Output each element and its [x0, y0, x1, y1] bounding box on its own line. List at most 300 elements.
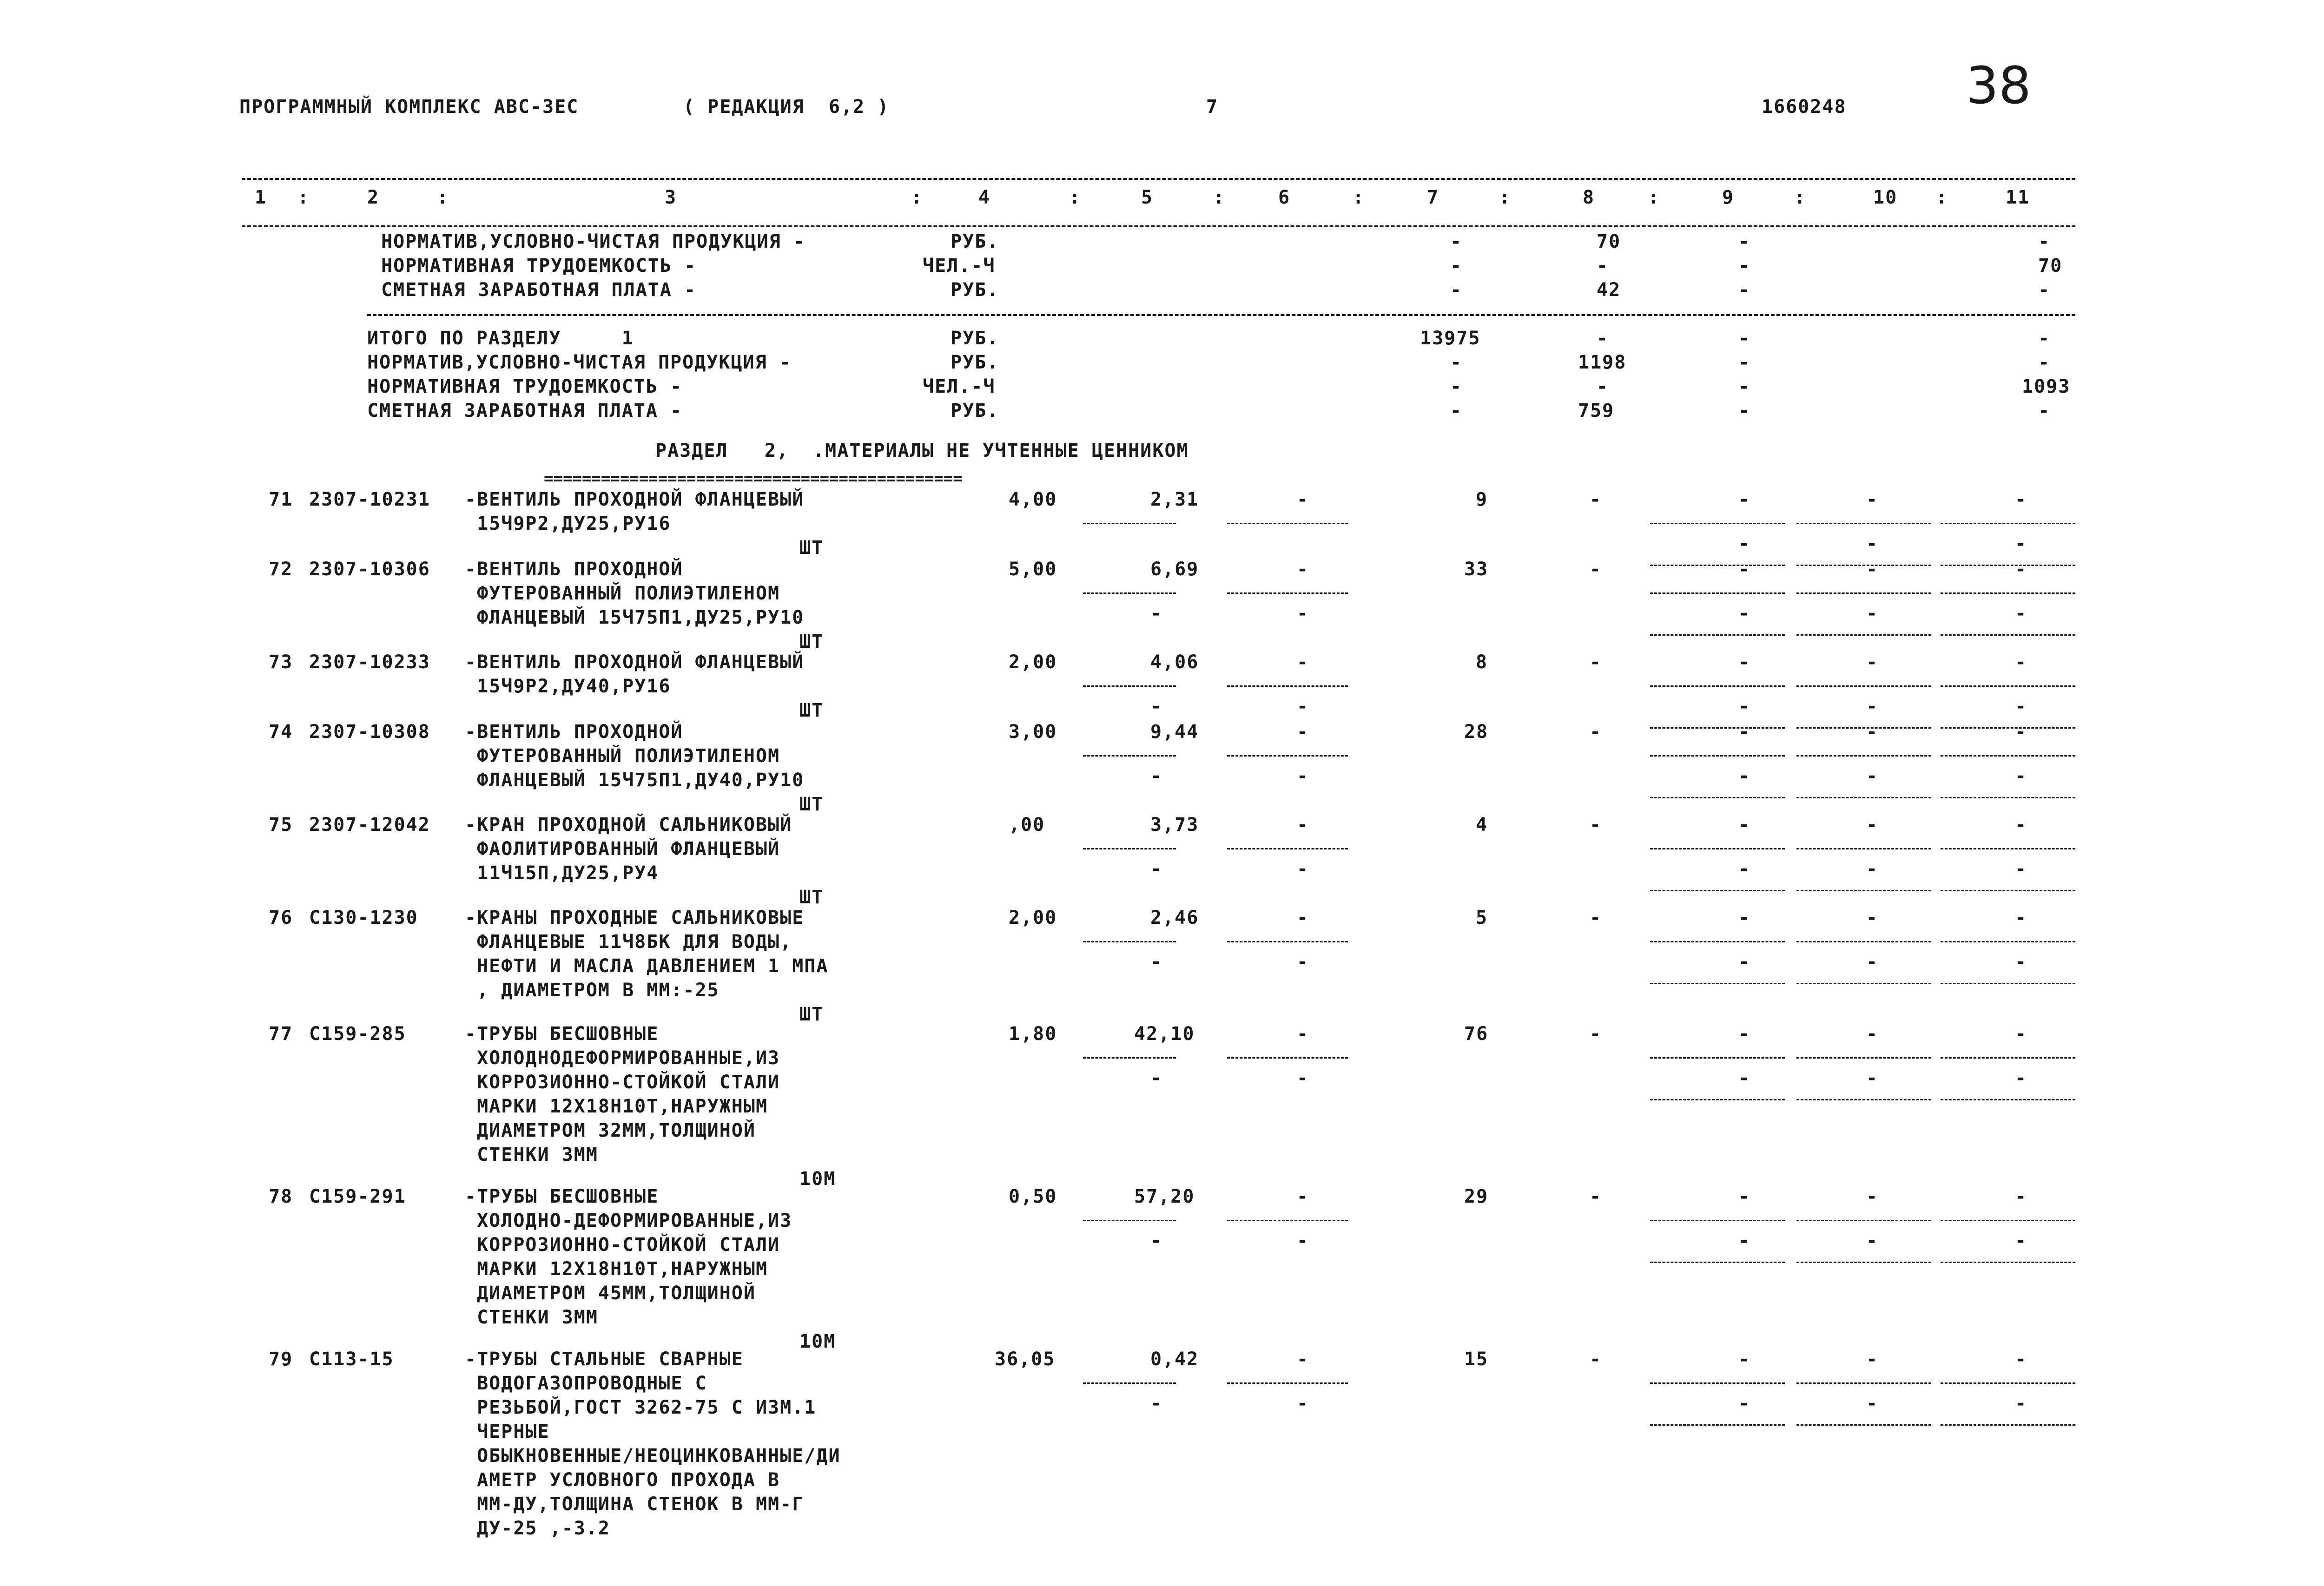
item-col11: -	[2015, 489, 2027, 510]
price-subtotal-rule	[1083, 1382, 1176, 1384]
col10-subtotal-rule	[1796, 1057, 1931, 1059]
item-col8: -	[1590, 652, 1602, 673]
summary-col8: 759	[1578, 400, 1615, 421]
price-subtotal-rule	[1083, 848, 1176, 849]
item-description-line: ФУТЕРОВАННЫЙ ПОЛИЭТИЛЕНОМ	[465, 745, 780, 767]
item-description-line: 15Ч9Р2,ДУ25,РУ16	[465, 513, 671, 534]
item-col11: -	[2015, 1186, 2027, 1207]
col10-subtotal-rule	[1796, 685, 1931, 687]
edition-label: ( РЕДАКЦИЯ 6,2 )	[683, 96, 890, 118]
item-description-line: ФЛАНЦЕВЫЕ 11Ч8БК ДЛЯ ВОДЫ,	[465, 931, 792, 953]
item-col10: -	[1866, 1186, 1879, 1207]
item-number: 73	[269, 652, 293, 673]
item-unit: ШТ	[799, 631, 824, 652]
section-underline: ============================================	[544, 469, 963, 488]
summary-col11: -	[2038, 328, 2051, 349]
item-subtotal-col9: -	[1738, 696, 1751, 717]
item-col11: -	[2015, 814, 2027, 836]
column-header-2: 2	[367, 187, 380, 208]
item-description-line: ДИАМЕТРОМ 45ММ,ТОЛЩИНОЙ	[465, 1283, 756, 1304]
item-subtotal-col11: -	[2015, 951, 2027, 973]
summary-divider-rule	[367, 314, 2075, 316]
col10-total-rule	[1796, 797, 1931, 798]
item-col7: 15	[1464, 1349, 1489, 1370]
col10-total-rule	[1796, 983, 1931, 984]
item-col9: -	[1738, 1186, 1751, 1207]
item-subtotal-col10: -	[1866, 1067, 1879, 1089]
item-subtotal-col9: -	[1738, 533, 1751, 554]
col9-total-rule	[1650, 1099, 1785, 1100]
header-bottom-rule	[242, 225, 2075, 227]
col10-total-rule	[1796, 1424, 1931, 1426]
item-unit: 10М	[799, 1331, 836, 1352]
item-code: С130-1230	[309, 907, 418, 928]
summary-col8: 1198	[1578, 352, 1627, 373]
col9-total-rule	[1650, 1262, 1785, 1263]
column-separator: :	[1936, 187, 1948, 208]
item-description-line: МАРКИ 12Х18Н10Т,НАРУЖНЫМ	[465, 1258, 768, 1280]
summary-label: НОРМАТИВ,УСЛОВНО-ЧИСТАЯ ПРОДУКЦИЯ -	[367, 352, 792, 373]
item-code: С159-285	[309, 1023, 406, 1045]
summary-col11: -	[2038, 352, 2051, 373]
item-subtotal-col10: -	[1866, 603, 1879, 624]
item-col10: -	[1866, 1023, 1879, 1045]
price-subtotal-rule	[1083, 1057, 1176, 1059]
summary-label: НОРМАТИВ,УСЛОВНО-ЧИСТАЯ ПРОДУКЦИЯ -	[381, 231, 805, 252]
column-separator: :	[297, 187, 310, 208]
summary-col7: 13975	[1420, 328, 1481, 349]
item-description-line: ФЛАНЦЕВЫЙ 15Ч75П1,ДУ25,РУ10	[465, 607, 805, 628]
col10-subtotal-rule	[1796, 1382, 1931, 1384]
item-code: 2307-10308	[309, 721, 430, 743]
column-separator: :	[1353, 187, 1365, 208]
item-col8: -	[1590, 559, 1602, 580]
item-code: 2307-10233	[309, 652, 430, 673]
item-col8: -	[1590, 1023, 1602, 1045]
document-code: 1660248	[1762, 96, 1847, 118]
item-col11: -	[2015, 559, 2027, 580]
col10-subtotal-rule	[1796, 1220, 1931, 1221]
item-number: 75	[269, 814, 293, 836]
item-subtotal-col9: -	[1738, 765, 1751, 787]
summary-col9: -	[1738, 279, 1751, 301]
summary-col9: -	[1738, 352, 1751, 373]
item-number: 74	[269, 721, 293, 743]
col10-total-rule	[1796, 727, 1931, 729]
price-subtotal-rule	[1083, 941, 1176, 942]
item-subtotal-col11: -	[2015, 1393, 2027, 1414]
item-code: С113-15	[309, 1349, 394, 1370]
col9-subtotal-rule	[1650, 1220, 1785, 1221]
item-subtotal-col11: -	[2015, 858, 2027, 880]
summary-unit: РУБ.	[951, 352, 999, 373]
item-col8: -	[1590, 814, 1602, 836]
item-subtotal-col11: -	[2015, 765, 2027, 787]
item-description-line: ФУТЕРОВАННЫЙ ПОЛИЭТИЛЕНОМ	[465, 583, 780, 604]
item-description-line: СТЕНКИ 3ММ	[465, 1307, 598, 1328]
item-price: 2,46	[1150, 907, 1199, 928]
summary-col11: -	[2038, 400, 2051, 421]
summary-col7: -	[1450, 400, 1463, 421]
column-header-5: 5	[1141, 187, 1154, 208]
item-subtotal-col10: -	[1866, 1230, 1879, 1251]
column-header-9: 9	[1722, 187, 1735, 208]
item-subtotal-col10: -	[1866, 951, 1879, 973]
item-col7: 5	[1476, 907, 1488, 928]
item-col9: -	[1738, 559, 1751, 580]
item-description-line: РЕЗЬБОЙ,ГОСТ 3262-75 С ИЗМ.1	[465, 1397, 817, 1418]
col10-subtotal-rule	[1796, 755, 1931, 757]
item-subtotal-col5: -	[1150, 1230, 1163, 1251]
col9-subtotal-rule	[1650, 523, 1785, 524]
item-subtotal-col5: -	[1150, 1067, 1163, 1089]
col6-subtotal-rule	[1227, 1220, 1348, 1221]
summary-unit: ЧЕЛ.-Ч	[923, 376, 996, 397]
item-unit: 10М	[799, 1168, 836, 1190]
summary-col11: -	[2038, 231, 2051, 252]
item-code: С159-291	[309, 1186, 406, 1207]
item-col10: -	[1866, 1349, 1879, 1370]
summary-col7: -	[1450, 255, 1463, 276]
summary-col8: -	[1597, 376, 1609, 397]
column-header-1: 1	[255, 187, 267, 208]
summary-col9: -	[1738, 231, 1751, 252]
item-col9: -	[1738, 1349, 1751, 1370]
summary-col11: -	[2038, 279, 2051, 301]
item-col11: -	[2015, 1349, 2027, 1370]
item-number: 78	[269, 1186, 293, 1207]
item-price: 57,20	[1134, 1186, 1195, 1207]
col9-subtotal-rule	[1650, 685, 1785, 687]
col10-subtotal-rule	[1796, 941, 1931, 942]
price-subtotal-rule	[1083, 755, 1176, 757]
col11-total-rule	[1941, 1099, 2075, 1100]
summary-col11: 70	[2038, 255, 2063, 276]
col6-subtotal-rule	[1227, 755, 1348, 757]
col6-subtotal-rule	[1227, 1382, 1348, 1384]
item-subtotal-col6: -	[1297, 858, 1309, 880]
item-description-line: -ВЕНТИЛЬ ПРОХОДНОЙ	[465, 559, 683, 580]
item-subtotal-col6: -	[1297, 696, 1309, 717]
item-col6: -	[1297, 1349, 1309, 1370]
item-price: 9,44	[1150, 721, 1199, 743]
col11-total-rule	[1941, 634, 2075, 636]
summary-col7: -	[1450, 231, 1463, 252]
item-subtotal-col9: -	[1738, 1230, 1751, 1251]
summary-unit: РУБ.	[951, 231, 999, 252]
price-subtotal-rule	[1083, 592, 1176, 594]
item-number: 77	[269, 1023, 293, 1045]
item-col7: 8	[1476, 652, 1488, 673]
item-subtotal-col5: -	[1150, 951, 1163, 973]
item-description-line: , ДИАМЕТРОМ В ММ:-25	[465, 980, 720, 1001]
item-quantity: 1,80	[1009, 1023, 1057, 1045]
item-price: 42,10	[1134, 1023, 1195, 1045]
col6-subtotal-rule	[1227, 1057, 1348, 1059]
item-col7: 76	[1464, 1023, 1489, 1045]
item-number: 71	[269, 489, 293, 510]
item-col11: -	[2015, 721, 2027, 743]
summary-col9: -	[1738, 376, 1751, 397]
item-col7: 9	[1476, 489, 1488, 510]
summary-unit: РУБ.	[951, 328, 999, 349]
item-subtotal-col5: -	[1150, 765, 1163, 787]
col9-total-rule	[1650, 634, 1785, 636]
item-description-line: -ТРУБЫ БЕСШОВНЫЕ	[465, 1023, 659, 1045]
summary-col9: -	[1738, 255, 1751, 276]
item-description-line: -ТРУБЫ СТАЛЬНЫЕ СВАРНЫЕ	[465, 1349, 744, 1370]
summary-col11: 1093	[2022, 376, 2071, 397]
item-subtotal-col11: -	[2015, 696, 2027, 717]
column-separator: :	[1794, 187, 1807, 208]
item-unit: ШТ	[799, 887, 824, 908]
item-description-line: 15Ч9Р2,ДУ40,РУ16	[465, 676, 671, 697]
item-col10: -	[1866, 814, 1879, 836]
item-price: 3,73	[1150, 814, 1199, 836]
col11-total-rule	[1941, 797, 2075, 798]
item-subtotal-col10: -	[1866, 1393, 1879, 1414]
col11-total-rule	[1941, 727, 2075, 729]
item-col6: -	[1297, 721, 1309, 743]
summary-col7: -	[1450, 376, 1463, 397]
col9-total-rule	[1650, 797, 1785, 798]
item-price: 2,31	[1150, 489, 1199, 510]
item-subtotal-col9: -	[1738, 1067, 1751, 1089]
column-header-4: 4	[978, 187, 991, 208]
item-description-line: ВОДОГАЗОПРОВОДНЫЕ С	[465, 1373, 707, 1394]
item-col10: -	[1866, 907, 1879, 928]
summary-col8: -	[1597, 255, 1609, 276]
item-col6: -	[1297, 652, 1309, 673]
item-subtotal-col11: -	[2015, 1230, 2027, 1251]
column-separator: :	[437, 187, 449, 208]
item-col8: -	[1590, 1349, 1602, 1370]
summary-col9: -	[1738, 328, 1751, 349]
item-number: 76	[269, 907, 293, 928]
col11-total-rule	[1941, 890, 2075, 891]
col9-subtotal-rule	[1650, 848, 1785, 849]
item-description-line: ДИАМЕТРОМ 32ММ,ТОЛЩИНОЙ	[465, 1120, 756, 1141]
item-subtotal-col10: -	[1866, 696, 1879, 717]
column-header-8: 8	[1583, 187, 1595, 208]
price-subtotal-rule	[1083, 685, 1176, 687]
col10-subtotal-rule	[1796, 592, 1931, 594]
item-quantity: 2,00	[1009, 652, 1057, 673]
summary-label: НОРМАТИВНАЯ ТРУДОЕМКОСТЬ -	[367, 376, 683, 397]
item-description-line: -КРАН ПРОХОДНОЙ САЛЬНИКОВЫЙ	[465, 814, 792, 836]
item-col7: 4	[1476, 814, 1488, 836]
col11-total-rule	[1941, 983, 2075, 984]
item-col7: 29	[1464, 1186, 1489, 1207]
item-col10: -	[1866, 652, 1879, 673]
item-col8: -	[1590, 489, 1602, 510]
summary-label: СМЕТНАЯ ЗАРАБОТНАЯ ПЛАТА -	[381, 279, 697, 301]
summary-label: СМЕТНАЯ ЗАРАБОТНАЯ ПЛАТА -	[367, 400, 683, 421]
item-subtotal-col6: -	[1297, 951, 1309, 973]
item-subtotal-col9: -	[1738, 951, 1751, 973]
item-col6: -	[1297, 907, 1309, 928]
item-subtotal-col10: -	[1866, 858, 1879, 880]
col9-total-rule	[1650, 565, 1785, 566]
col6-subtotal-rule	[1227, 592, 1348, 594]
item-col11: -	[2015, 1023, 2027, 1045]
summary-col7: -	[1450, 279, 1463, 301]
item-col6: -	[1297, 1186, 1309, 1207]
summary-col7: -	[1450, 352, 1463, 373]
item-col9: -	[1738, 907, 1751, 928]
item-col10: -	[1866, 721, 1879, 743]
item-col9: -	[1738, 652, 1751, 673]
col6-subtotal-rule	[1227, 941, 1348, 942]
col11-subtotal-rule	[1941, 1382, 2075, 1384]
item-col10: -	[1866, 559, 1879, 580]
item-price: 4,06	[1150, 652, 1199, 673]
column-header-6: 6	[1278, 187, 1291, 208]
col9-subtotal-rule	[1650, 592, 1785, 594]
item-col8: -	[1590, 1186, 1602, 1207]
col11-total-rule	[1941, 1424, 2075, 1426]
item-code: 2307-12042	[309, 814, 430, 836]
table-top-rule	[242, 178, 2075, 180]
item-subtotal-col11: -	[2015, 533, 2027, 554]
item-subtotal-col6: -	[1297, 1393, 1309, 1414]
col10-total-rule	[1796, 1262, 1931, 1263]
page-number: 7	[1206, 96, 1219, 118]
item-description-line: ЧЕРНЫЕ	[465, 1421, 550, 1442]
item-col7: 33	[1464, 559, 1489, 580]
col11-subtotal-rule	[1941, 755, 2075, 757]
summary-col8: 42	[1597, 279, 1621, 301]
item-price: 0,42	[1150, 1349, 1199, 1370]
col9-subtotal-rule	[1650, 755, 1785, 757]
item-quantity: 3,00	[1009, 721, 1057, 743]
price-subtotal-rule	[1083, 523, 1176, 524]
item-quantity: 0,50	[1009, 1186, 1057, 1207]
summary-col8: -	[1597, 328, 1609, 349]
item-col9: -	[1738, 721, 1751, 743]
item-quantity: 2,00	[1009, 907, 1057, 928]
item-description-line: НЕФТИ И МАСЛА ДАВЛЕНИЕМ 1 МПА	[465, 955, 829, 977]
item-subtotal-col5: -	[1150, 1393, 1163, 1414]
column-separator: :	[1213, 187, 1226, 208]
summary-unit: РУБ.	[951, 400, 999, 421]
item-subtotal-col9: -	[1738, 858, 1751, 880]
item-subtotal-col11: -	[2015, 1067, 2027, 1089]
col11-subtotal-rule	[1941, 1057, 2075, 1059]
col9-total-rule	[1650, 983, 1785, 984]
col11-subtotal-rule	[1941, 523, 2075, 524]
item-col9: -	[1738, 489, 1751, 510]
column-header-11: 11	[2006, 187, 2030, 208]
col11-subtotal-rule	[1941, 941, 2075, 942]
item-description-line: ФЛАНЦЕВЫЙ 15Ч75П1,ДУ40,РУ10	[465, 770, 805, 791]
item-description-line: АМЕТР УСЛОВНОГО ПРОХОДА В	[465, 1469, 780, 1491]
col10-subtotal-rule	[1796, 848, 1931, 849]
item-col11: -	[2015, 652, 2027, 673]
col9-subtotal-rule	[1650, 1057, 1785, 1059]
col11-total-rule	[1941, 1262, 2075, 1263]
program-title: ПРОГРАММНЫЙ КОМПЛЕКС АВС-3ЕС	[239, 96, 579, 118]
item-subtotal-col9: -	[1738, 1393, 1751, 1414]
item-price: 6,69	[1150, 559, 1199, 580]
item-description-line: -ВЕНТИЛЬ ПРОХОДНОЙ ФЛАНЦЕВЫЙ	[465, 489, 805, 510]
column-separator: :	[1648, 187, 1660, 208]
item-description-line: ХОЛОДНО-ДЕФОРМИРОВАННЫЕ,ИЗ	[465, 1210, 792, 1231]
item-unit: ШТ	[799, 700, 824, 721]
item-description-line: ФАОЛИТИРОВАННЫЙ ФЛАНЦЕВЫЙ	[465, 838, 780, 860]
item-description-line: МАРКИ 12Х18Н10Т,НАРУЖНЫМ	[465, 1096, 768, 1117]
item-description-line: -ВЕНТИЛЬ ПРОХОДНОЙ ФЛАНЦЕВЫЙ	[465, 652, 805, 673]
column-header-7: 7	[1427, 187, 1439, 208]
col6-subtotal-rule	[1227, 685, 1348, 687]
col11-total-rule	[1941, 565, 2075, 566]
item-unit: ШТ	[799, 1004, 824, 1025]
item-unit: ШТ	[799, 537, 824, 559]
summary-label: НОРМАТИВНАЯ ТРУДОЕМКОСТЬ -	[381, 255, 697, 276]
item-subtotal-col5: -	[1150, 696, 1163, 717]
item-number: 72	[269, 559, 293, 580]
item-col8: -	[1590, 721, 1602, 743]
price-subtotal-rule	[1083, 1220, 1176, 1221]
item-col6: -	[1297, 559, 1309, 580]
item-description-line: -ВЕНТИЛЬ ПРОХОДНОЙ	[465, 721, 683, 743]
item-subtotal-col10: -	[1866, 533, 1879, 554]
item-description-line: 11Ч15П,ДУ25,РУ4	[465, 862, 659, 884]
item-subtotal-col6: -	[1297, 603, 1309, 624]
summary-unit: РУБ.	[951, 279, 999, 301]
item-col9: -	[1738, 814, 1751, 836]
column-separator: :	[911, 187, 924, 208]
col9-total-rule	[1650, 1424, 1785, 1426]
col6-subtotal-rule	[1227, 523, 1348, 524]
item-description-line: ХОЛОДНОДЕФОРМИРОВАННЫЕ,ИЗ	[465, 1047, 780, 1069]
item-col10: -	[1866, 489, 1879, 510]
item-unit: ШТ	[799, 794, 824, 815]
col11-subtotal-rule	[1941, 1220, 2075, 1221]
col11-subtotal-rule	[1941, 848, 2075, 849]
item-description-line: КОРРОЗИОННО-СТОЙКОЙ СТАЛИ	[465, 1072, 780, 1093]
item-description-line: -КРАНЫ ПРОХОДНЫЕ САЛЬНИКОВЫЕ	[465, 907, 805, 928]
item-subtotal-col6: -	[1297, 1067, 1309, 1089]
section-title: РАЗДЕЛ 2, .МАТЕРИАЛЫ НЕ УЧТЕННЫЕ ЦЕННИКОМ	[655, 440, 1189, 461]
item-subtotal-col6: -	[1297, 1230, 1309, 1251]
item-quantity: ,00	[1009, 814, 1045, 836]
item-subtotal-col6: -	[1297, 765, 1309, 787]
item-description-line: ММ-ДУ,ТОЛЩИНА СТЕНОК В ММ-Г	[465, 1494, 805, 1515]
summary-col8: 70	[1597, 231, 1621, 252]
column-separator: :	[1069, 187, 1082, 208]
item-col11: -	[2015, 907, 2027, 928]
col6-subtotal-rule	[1227, 848, 1348, 849]
item-code: 2307-10231	[309, 489, 430, 510]
item-quantity: 36,05	[995, 1349, 1056, 1370]
item-col6: -	[1297, 814, 1309, 836]
column-header-10: 10	[1873, 187, 1898, 208]
item-col9: -	[1738, 1023, 1751, 1045]
item-description-line: ОБЫКНОВЕННЫЕ/НЕОЦИНКОВАННЫЕ/ДИ	[465, 1445, 841, 1467]
column-separator: :	[1499, 187, 1512, 208]
item-quantity: 5,00	[1009, 559, 1057, 580]
item-subtotal-col11: -	[2015, 603, 2027, 624]
item-description-line: СТЕНКИ 3ММ	[465, 1144, 598, 1165]
col11-subtotal-rule	[1941, 592, 2075, 594]
item-subtotal-col9: -	[1738, 603, 1751, 624]
item-number: 79	[269, 1349, 293, 1370]
col10-total-rule	[1796, 890, 1931, 891]
item-description-line: ДУ-25 ,-3.2	[465, 1518, 610, 1539]
item-description-line: -ТРУБЫ БЕСШОВНЫЕ	[465, 1186, 659, 1207]
summary-col9: -	[1738, 400, 1751, 421]
